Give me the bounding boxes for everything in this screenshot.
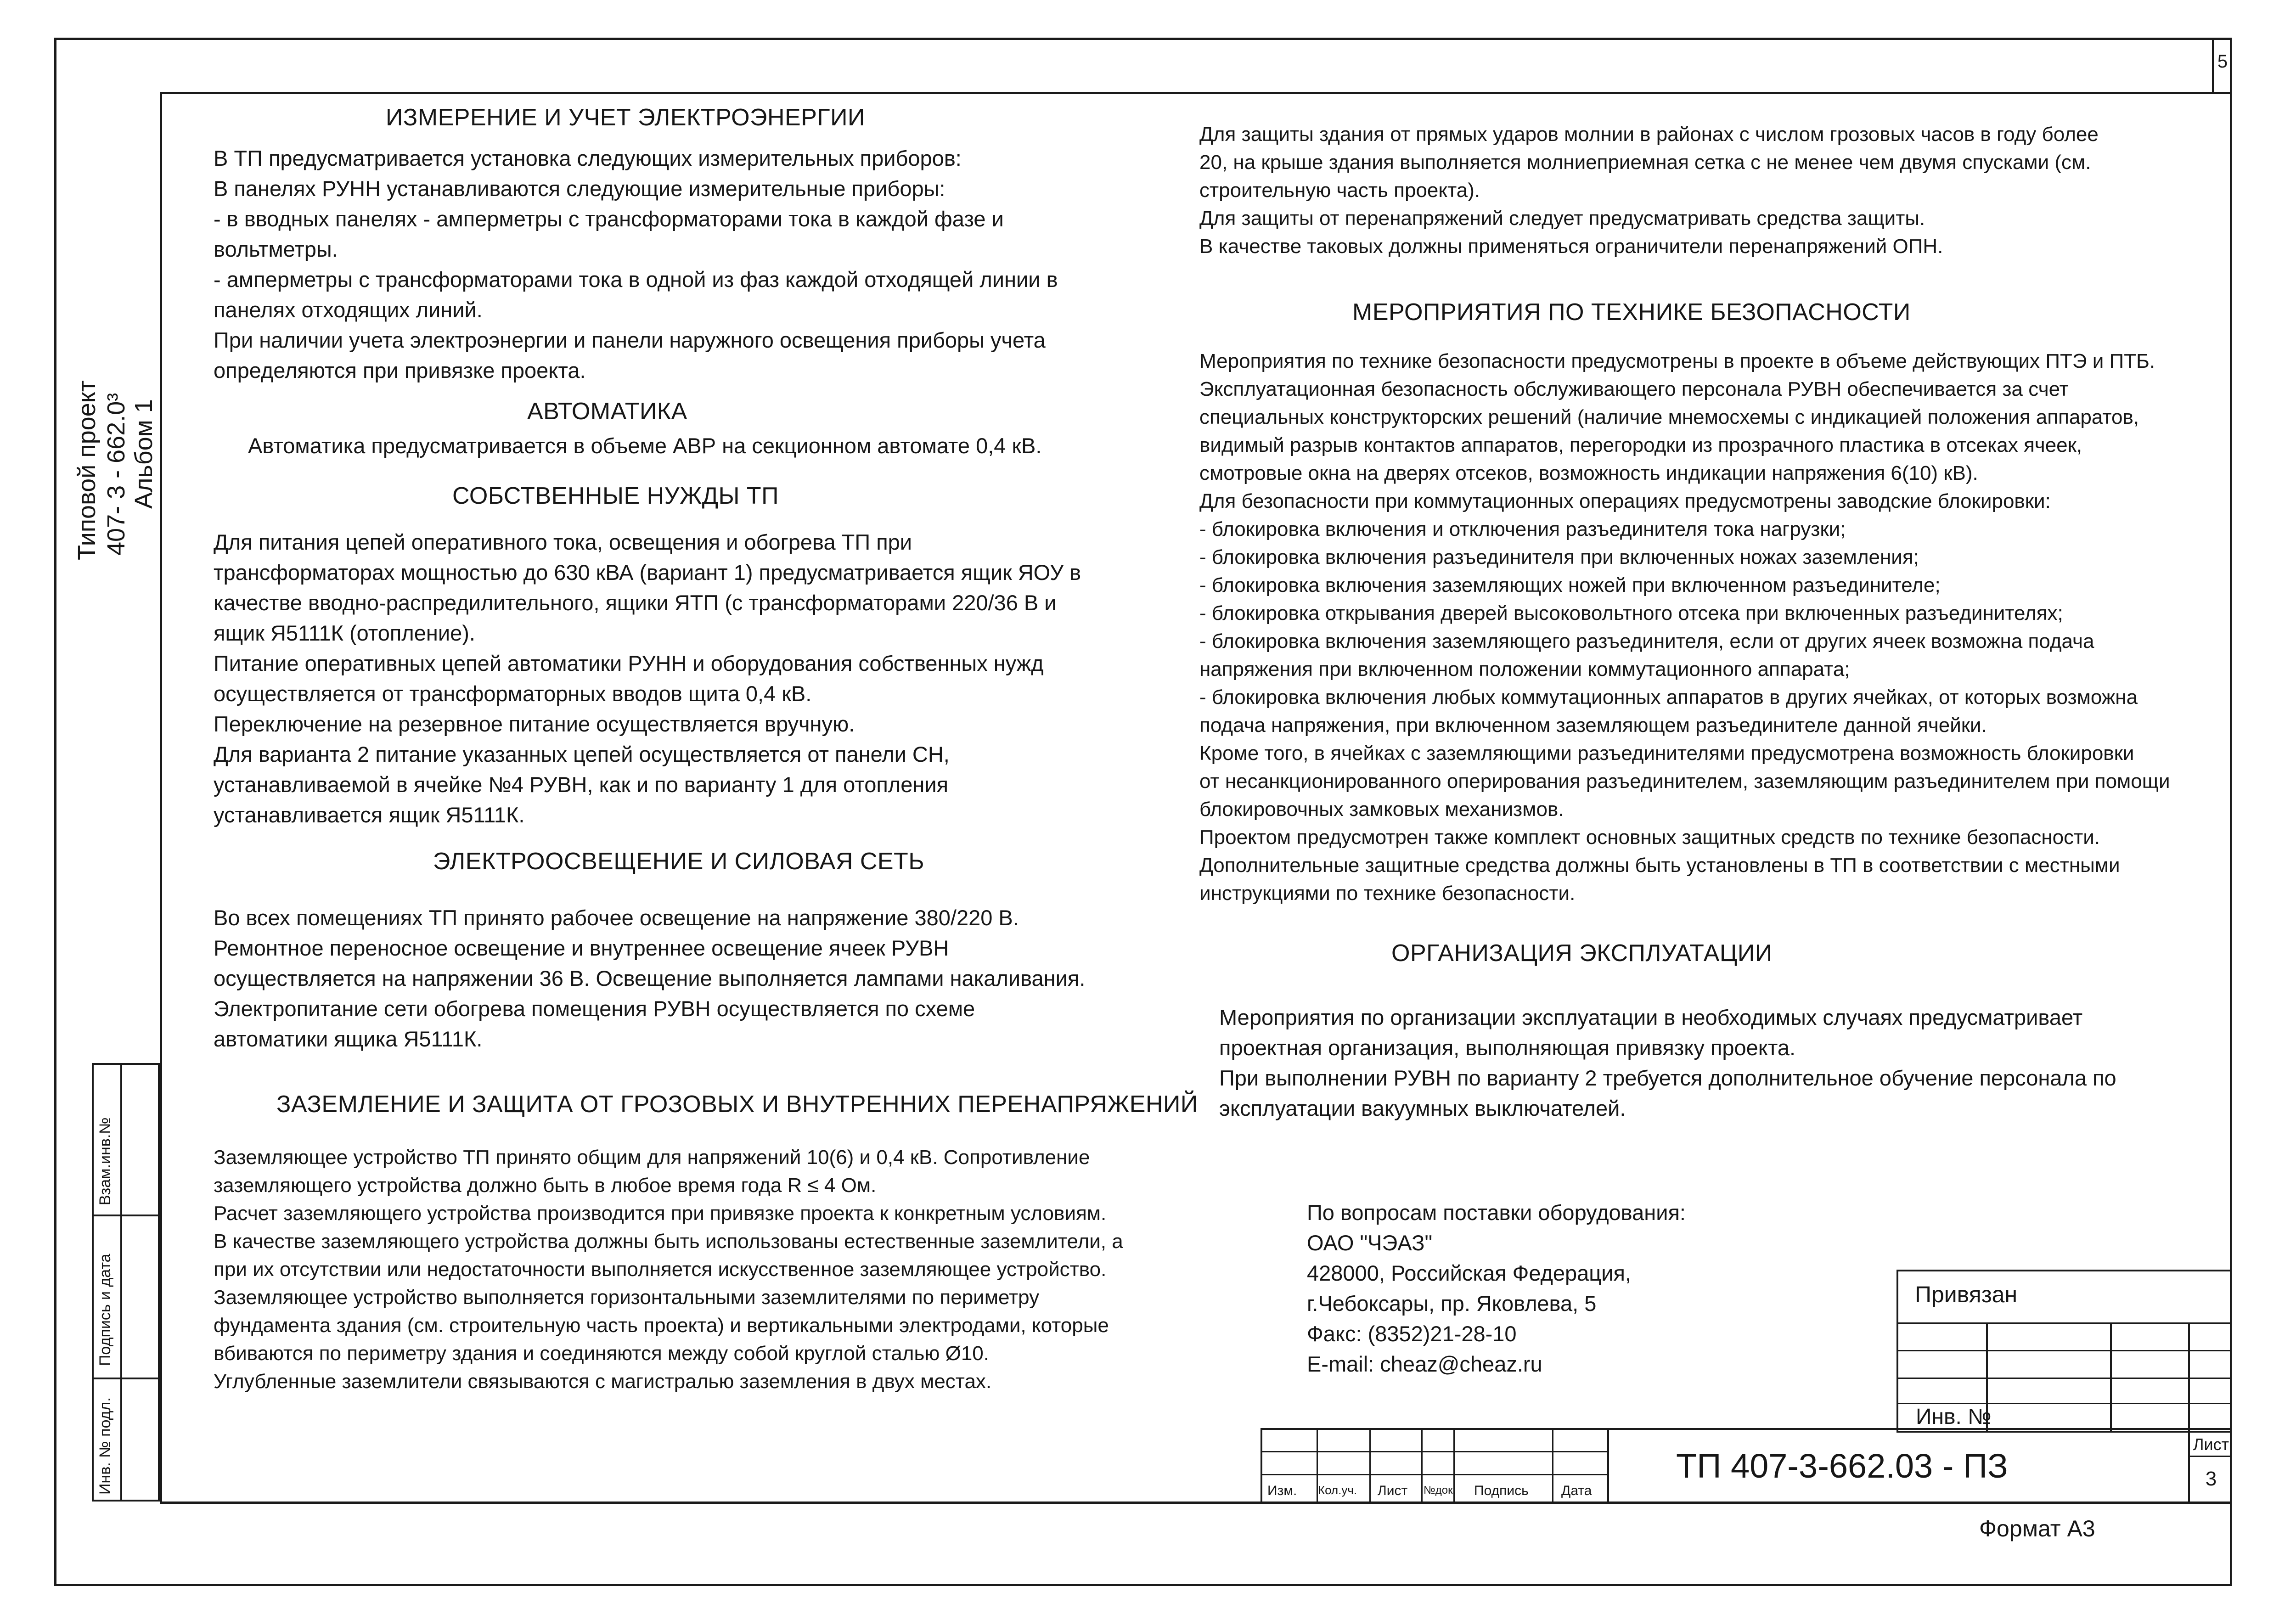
metering-text: В ТП предусматривается установка следующих измерительных приборов: В панелях РУНН устанавливаются следующие измерительные приборы: - в вводных панелях - амперметры с трансформаторами тока в каждой фазе и вольтметры. - амперметры с трансформаторами тока в одной из фаз каждой отходящей линии в панелях отходящих линий. При наличии учета электроэнергии и панели наружного освещения приборы учета определяются при привязке проекта. (214, 146, 1058, 382)
title-block-hline-1 (1261, 1451, 1607, 1452)
stamp-field-original-inv: Инв. № подл. (96, 1397, 114, 1495)
binding-title: Привязан (1915, 1282, 2018, 1307)
automation-text: Автоматика предусматривается в объеме АВР на секционном автомате 0,4 кВ. (248, 433, 1042, 458)
stamp-field-signature: Подпись и дата (96, 1254, 114, 1366)
binding-box-vline-2 (2110, 1322, 2112, 1433)
binding-box-vline-3 (2188, 1322, 2190, 1433)
grounding-heading: ЗАЗЕМЛЕНИЕ И ЗАЩИТА ОТ ГРОЗОВЫХ И ВНУТРЕННИХ ПЕРЕНАПРЯЖЕНИЙ (276, 1091, 1198, 1118)
col-kol-uch: Кол.уч. (1318, 1483, 1357, 1497)
lighting-heading: ЭЛЕКТРООСВЕЩЕНИЕ И СИЛОВАЯ СЕТЬ (433, 848, 924, 875)
stamp-strip-row-1 (92, 1215, 160, 1216)
page-number-box-left (2212, 38, 2214, 93)
title-block-vline-5 (1552, 1428, 1553, 1504)
automation-heading: АВТОМАТИКА (527, 398, 687, 425)
outer-frame-left (54, 38, 56, 1586)
stamp-strip-row-2 (92, 1378, 160, 1379)
grounding-text: Заземляющее устройство ТП принято общим для напряжений 10(6) и 0,4 кВ. Сопротивление заземляющего устройства должно быть в любое время года R ≤ 4 Ом. Расчет заземляющего устройства производится при привязке проекта к конкретным условиям. В качестве заземляющего устройства должны быть использованы естественные заземлители, а при их отсутствии или недостаточности выполняется искусственное заземляющее устройство. Заземляющее устройство выполняется горизонтальными заземлителями по периметру фундамента здания (см. строительную часть проекта) и вертикальными электродами, которые вбиваются по периметру здания и соединяются между собой круглой сталью Ø10. Углубленные заземлители связываются с магистралью заземления в двух местах. (214, 1146, 1123, 1393)
stamp-strip-divider (120, 1063, 122, 1502)
sheet-label: Лист (2193, 1435, 2229, 1454)
sheet-number: 3 (2205, 1468, 2217, 1490)
title-block-hline-2 (1261, 1474, 1607, 1475)
safety-heading: МЕРОПРИЯТИЯ ПО ТЕХНИКЕ БЕЗОПАСНОСТИ (1352, 299, 1911, 326)
safety-text: Мероприятия по технике безопасности предусмотрены в проекте в объеме действующих ПТЭ и ПТБ. Эксплуатационная безопасность обслуживающего персонала РУВН обеспечивается за счет специальных конструкторских решений (наличие мнемосхемы с индикацией положения аппаратов, видимый разрыв контактов аппаратов, перегородки из прозрачного пластика в отсеках ячеек, смотровые окна на дверях отсеков, возможность индикации напряжения 6(10) кВ). Для безопасности при коммутационных операциях предусмотрены заводские блокировки: - блокировка включения и отключения разъединителя тока нагрузки; - блокировка включения разъединителя при включенных ножах заземления; - блокировка включения заземляющих ножей при включенном разъединителе; - блокировка открывания дверей высоковольтного отсека при включенных разъединителях; - блокировка включения заземляющего разъединителя, если от других ячеек возможна подача напряжения при включенном положении коммутационного аппарата; - блокировка включения любых коммутационных аппаратов в других ячейках, от которых возможна подача напряжения, при включенном заземляющем разъединителе данной ячейки. Кроме того, в ячейках с заземляющими разъединителями предусмотрена возможность блокировки от несанкционированного оперирования разъединителем, заземляющим разъединителем при помощи блокировочных замковых механизмов. Проектом предусмотрен также комплект основных защитных средств по технике безопасности. Дополнительные защитные средства должны быть установлены в ТП в соответствии с местными инструкциями по технике безопасности. (1199, 350, 2170, 905)
col-list: Лист (1378, 1483, 1408, 1498)
lightning-protection-text: Для защиты здания от прямых ударов молнии в районах с числом грозовых часов в году более 20, на крыше здания выполняется молниеприемная сетка с не менее чем двумя спусками (см. строительную часть проекта). Для защиты от перенапряжений следует предусматривать средства защиты. В качестве таковых должны применяться ограничители перенапряжений ОПН. (1199, 123, 2099, 258)
col-podpis: Подпись (1474, 1483, 1529, 1498)
format-label: Формат А3 (1979, 1516, 2095, 1541)
col-ndok: №док. (1424, 1484, 1456, 1496)
operation-text: Мероприятия по организации эксплуатации в необходимых случаях предусматривает проектная организация, выполняющая привязку проекта. При выполнении РУВН по варианту 2 требуется дополнительное обучение персонала по эксплуатации вакуумных выключателей. (1219, 1005, 2116, 1120)
title-block-vline-7 (2188, 1428, 2190, 1504)
stamp-field-replacement: Взам.инв.№ (96, 1117, 114, 1205)
binding-box-hline-2 (1896, 1350, 2232, 1351)
lighting-text: Во всех помещениях ТП принято рабочее освещение на напряжение 380/220 В. Ремонтное переносное освещение и внутреннее освещение ячеек РУВН осуществляется на напряжении 36 В. Освещение выполняется лампами накаливания. Электропитание сети обогрева помещения РУВН осуществляется по схеме автоматики ящика Я5111К. (214, 905, 1086, 1051)
inner-frame-top (160, 92, 2232, 94)
aux-needs-text: Для питания цепей оперативного тока, освещения и обогрева ТП при трансформаторах мощностью до 630 кВА (вариант 1) предусматривается ящик ЯОУ в качестве вводно-распредилительного, ящики ЯТП (с трансформаторами 220/36 В и ящик Я5111К (отопление). Питание оперативных цепей автоматики РУНН и оборудования собственных нужд осуществляется от трансформаторных вводов щита 0,4 кВ. Переключение на резервное питание осуществляется вручную. Для варианта 2 питание указанных цепей осуществляется от панели СН, устанавливаемой в ячейке №4 РУВН, как и по варианту 1 для отопления устанавливается ящик Я5111К. (214, 530, 1081, 827)
title-block-vline-2 (1369, 1428, 1371, 1504)
title-block-vline-6 (1607, 1428, 1609, 1504)
title-block-sheet-divider (2188, 1456, 2232, 1457)
col-data: Дата (1561, 1483, 1592, 1498)
binding-box-hline-3 (1896, 1378, 2232, 1379)
metering-heading: ИЗМЕРЕНИЕ И УЧЕТ ЭЛЕКТРОЭНЕРГИИ (386, 104, 865, 131)
inner-frame-left (160, 92, 162, 1503)
project-code: 407- 3 - 662.0³ (102, 393, 130, 556)
project-title: Типовой проект (73, 380, 101, 560)
title-block-vline-3 (1421, 1428, 1423, 1504)
aux-needs-heading: СОБСТВЕННЫЕ НУЖДЫ ТП (452, 483, 779, 509)
outer-frame-top (54, 38, 2232, 40)
page-number: 5 (2217, 51, 2228, 72)
col-izm: Изм. (1267, 1483, 1297, 1498)
document-code: ТП 407-3-662.03 - ПЗ (1676, 1447, 2008, 1485)
binding-inv-label: Инв. № (1916, 1405, 1992, 1429)
binding-box-hline-1 (1896, 1322, 2232, 1324)
supplier-contact: По вопросам поставки оборудования: ОАО "ЧЭАЗ" 428000, Российская Федерация, г.Чебоксары, пр. Яковлева, 5 Факс: (8352)21-28-10 E-mail: cheaz@cheaz.ru (1307, 1200, 1686, 1376)
album-label: Альбом 1 (130, 399, 158, 509)
outer-frame-bottom (54, 1584, 2232, 1586)
operation-heading: ОРГАНИЗАЦИЯ ЭКСПЛУАТАЦИИ (1391, 940, 1773, 967)
